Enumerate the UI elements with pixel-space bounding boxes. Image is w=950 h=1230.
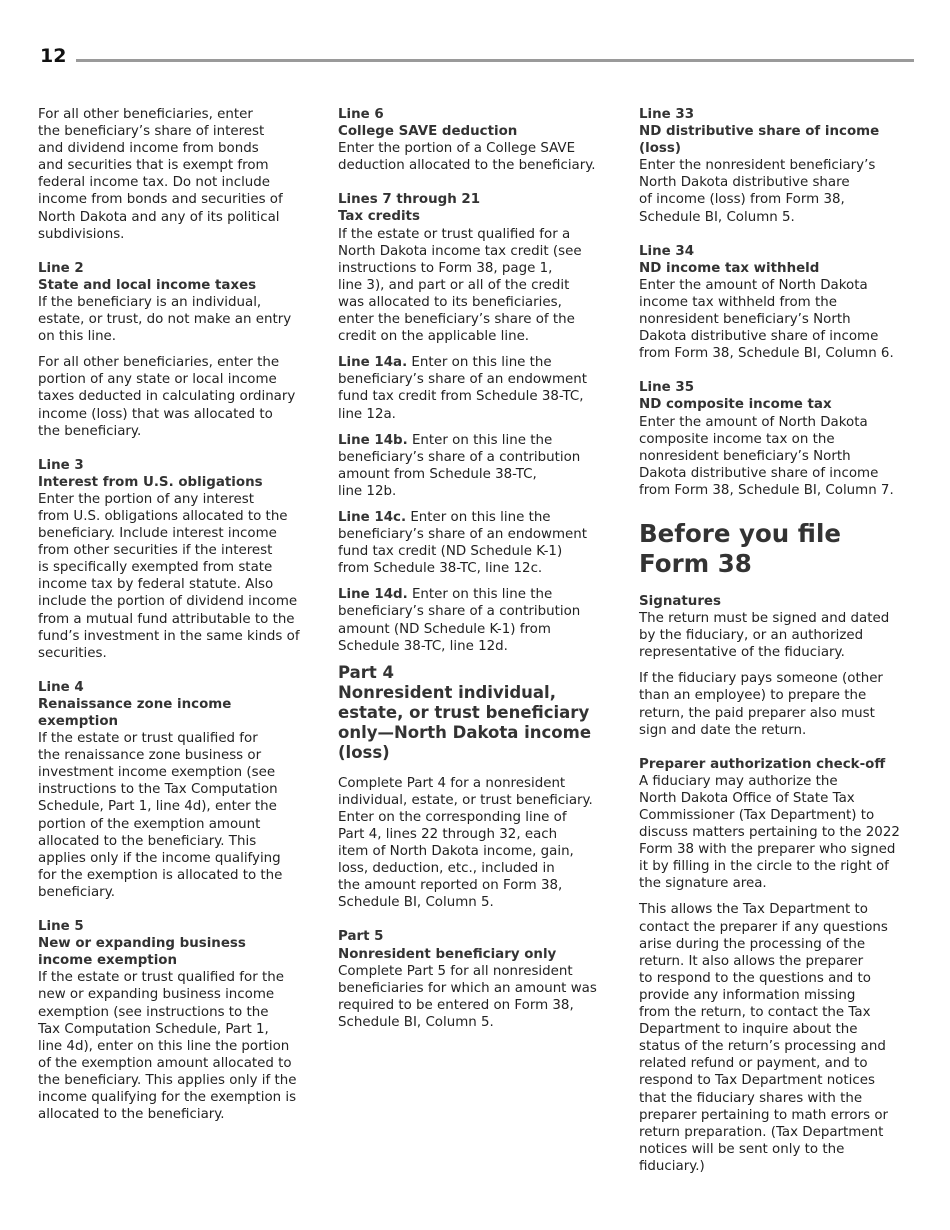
paragraph: If the estate or trust qualified for a North Dakota income tax credit (see instructions to Form 38, page 1, line 3), and part or all of the credit was allocated to its beneficiaries, enter the beneficiary’s share of the credit on the applicable line. (338, 226, 582, 345)
paragraph-line-14b (338, 432, 618, 500)
section-number: Line 34 (639, 243, 695, 259)
section-number: Line 35 (639, 380, 695, 396)
section-title: Renaissance zone income exemption (38, 696, 232, 729)
paragraph: Complete Part 5 for all nonresident beneficiaries for which an amount was required to be entered on Form 38, Schedule BI, Column 5. (338, 963, 597, 1030)
inline-heading: Line 14b. (338, 432, 408, 448)
section-title: Interest from U.S. obligations (38, 474, 263, 490)
paragraph: If the estate or trust qualified for the renaissance zone business or investment income exemption (see instructions to the Tax Computation Schedule, Part 1, line 4d), enter the portion of the exemption amount allocated to the beneficiary. This applies only if the income qualifying for the exemption is allocated to the beneficiary. (38, 731, 283, 900)
header-rule (76, 59, 914, 62)
section-number: Line 2 (38, 260, 84, 276)
section-line-3 (38, 457, 318, 662)
paragraph: A fiduciary may authorize the North Dakota Office of State Tax Commissioner (Tax Department) to discuss matters pertaining to the 2022 Form 38 with the preparer who signed it by filling in the circle to the right of the signature area. (639, 773, 900, 892)
paragraph-line-14d (338, 586, 618, 654)
paragraph-line-14c (338, 509, 618, 577)
column-3 (639, 106, 919, 1192)
section-number: Line 5 (38, 919, 84, 935)
paragraph: Enter the portion of any interest from U.S. obligations allocated to the beneficiary. Include interest income from other securities if the interest is specifically exempted from state income tax by federal statute. Also include the portion of dividend income from a mutual fund attributable to the fund’s investment in the same kinds of securities. (38, 491, 300, 661)
inline-text: Enter on this line the beneficiary’s share of a contribution amount from Schedule 38-TC, line 12b. (338, 432, 581, 499)
section-title: Tax credits (338, 209, 420, 225)
section-line-6 (338, 106, 618, 174)
section-number: Lines 7 through 21 (338, 192, 481, 208)
paragraph: Enter the portion of a College SAVE deduction allocated to the beneficiary. (338, 141, 596, 174)
section-line-4 (38, 679, 318, 901)
section-line-2 (38, 260, 318, 440)
section-title: Nonresident beneficiary only (338, 946, 557, 962)
inline-text: Enter on this line the beneficiary’s share of an endowment fund tax credit from Schedule 38-TC, line 12a. (338, 355, 587, 422)
page-header (40, 44, 914, 68)
paragraph: For all other beneficiaries, enter the portion of any state or local income taxes deducted in calculating ordinary income (loss) that was allocated to the beneficiary. (38, 355, 296, 439)
inline-heading: Line 14a. (338, 355, 408, 371)
paragraph: The return must be signed and dated by the fiduciary, or an authorized representative of the fiduciary. (639, 611, 890, 661)
section-line-34 (639, 243, 919, 363)
section-lines-7-21 (338, 191, 618, 654)
inline-heading: Line 14d. (338, 587, 408, 603)
section-title: ND distributive share of income (loss) (639, 124, 880, 157)
page-number: 12 (40, 45, 67, 67)
paragraph: This allows the Tax Department to contact the preparer if any questions arise during the processing of the return. It also allows the preparer to respond to the questions and to provide any information missing from the return, to contact the Tax Department to inquire about the status of the return’s processing and related refund or payment, and to respond to Tax Department notices that the fiduciary shares with the preparer pertaining to math errors or return preparation. (Tax Department notices will be sent only to the fiduciary.) (639, 902, 889, 1174)
section-number: Part 5 (338, 929, 384, 945)
section-line-33 (639, 106, 919, 226)
section-title: Signatures (639, 593, 721, 609)
inline-heading: Line 14c. (338, 509, 407, 525)
paragraph: Enter the amount of North Dakota composite income tax on the nonresident beneficiary’s North Dakota distributive share of income from Form 38, Schedule BI, Column 7. (639, 414, 894, 498)
paragraph: Enter the amount of North Dakota income tax withheld from the nonresident beneficiary’s North Dakota distributive share of income from Form 38, Schedule BI, Column 6. (639, 277, 894, 362)
section-signatures (639, 593, 919, 739)
section-number: Line 4 (38, 679, 84, 695)
section-title: New or expanding business income exemption (38, 936, 246, 969)
section-number: Line 6 (338, 107, 384, 122)
section-preparer-authorization (639, 756, 919, 1175)
section-part-5 (338, 928, 618, 1031)
paragraph: Enter the nonresident beneficiary’s North Dakota distributive share of income (loss) from Form 38, Schedule BI, Column 5. (639, 158, 876, 225)
section-other-beneficiaries (38, 106, 318, 243)
section-title: State and local income taxes (38, 277, 257, 293)
paragraph-line-14a (338, 354, 618, 422)
column-1 (38, 106, 318, 1140)
inline-text: Enter on this line the beneficiary’s share of a contribution amount (ND Schedule K-1) from Schedule 38-TC, line 12d. (338, 587, 581, 654)
section-line-35 (639, 379, 919, 499)
section-part-4 (338, 663, 618, 912)
inline-text: Enter on this line the beneficiary’s share of an endowment fund tax credit (ND Schedule K-1) from Schedule 38-TC, line 12c. (338, 509, 587, 577)
section-title: Preparer authorization check-off (639, 756, 886, 772)
paragraph: If the fiduciary pays someone (other than an employee) to prepare the return, the paid preparer also must sign and date the return. (639, 671, 883, 738)
section-number: Line 3 (38, 457, 84, 473)
paragraph: Complete Part 4 for a nonresident individual, estate, or trust beneficiary. Enter on the corresponding line of Part 4, lines 22 through 32, each item of North Dakota income, gain, loss, deduction, etc., included in the amount reported on Form 38, Schedule BI, Column 5. (338, 775, 593, 911)
part-heading: Part 4 Nonresident individual, estate, or trust beneficiary only—North Dakota income (loss) (338, 662, 592, 762)
column-2 (338, 106, 618, 1048)
section-title: ND composite income tax (639, 397, 832, 413)
section-title: ND income tax withheld (639, 260, 820, 276)
before-you-file-heading: Before you file Form 38 (639, 518, 841, 578)
paragraph: For all other beneficiaries, enter the beneficiary’s share of interest and dividend income from bonds and securities that is exempt from federal income tax. Do not include income from bonds and securities of North Dakota and any of its political subdivisions. (38, 107, 283, 242)
section-title: College SAVE deduction (338, 124, 518, 140)
paragraph: If the estate or trust qualified for the new or expanding business income exemption (see instructions to the Tax Computation Schedule, Part 1, line 4d), enter on this line the portion of the exemption amount allocated to the beneficiary. This applies only if the income qualifying for the exemption is allocated to the beneficiary. (38, 970, 297, 1123)
paragraph: If the beneficiary is an individual, estate, or trust, do not make an entry on this line. (38, 294, 292, 345)
section-line-5 (38, 918, 318, 1123)
section-number: Line 33 (639, 107, 695, 122)
